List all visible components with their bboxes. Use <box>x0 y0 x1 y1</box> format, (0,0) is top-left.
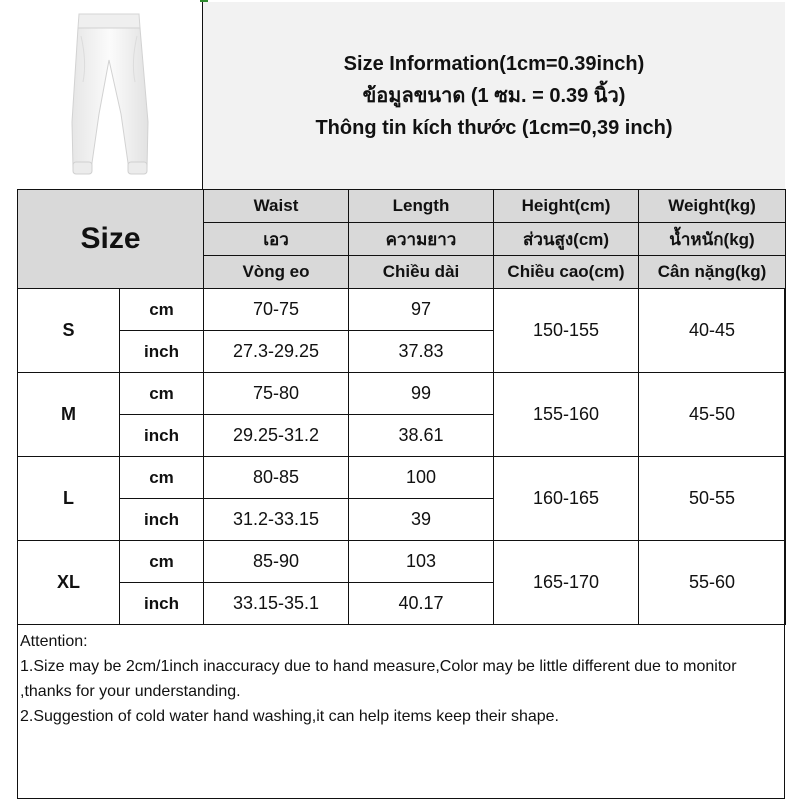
waist-cm-s: 70-75 <box>204 289 349 331</box>
waist-cm-m: 75-80 <box>204 373 349 415</box>
col-header-weight-th: น้ำหนัก(kg) <box>639 223 786 256</box>
attention-notes <box>20 629 780 729</box>
unit-cm: cm <box>120 457 204 499</box>
col-header-height-th: ส่วนสูง(cm) <box>494 223 639 256</box>
size-label-s: S <box>18 289 120 373</box>
length-inch-s: 37.83 <box>349 331 494 373</box>
waist-cm-l: 80-85 <box>204 457 349 499</box>
size-label-xl: XL <box>18 541 120 625</box>
waist-inch-xl: 33.15-35.1 <box>204 583 349 625</box>
length-cm-l: 100 <box>349 457 494 499</box>
attention-heading: Attention: <box>20 633 88 650</box>
size-label-m: M <box>18 373 120 457</box>
attention-note-2: 2.Suggestion of cold water hand washing,it can help items keep their shape. <box>20 708 559 725</box>
size-table <box>17 189 786 625</box>
unit-inch: inch <box>120 415 204 457</box>
white-jogger-pants-icon <box>17 2 203 189</box>
weight-xl: 55-60 <box>639 541 786 625</box>
size-label-l: L <box>18 457 120 541</box>
size-info-title-block <box>203 2 785 189</box>
col-header-length-vi: Chiều dài <box>349 256 494 289</box>
title-thai: ข้อมูลขนาด (1 ซม. = 0.39 นิ้ว) <box>362 84 626 107</box>
unit-cm: cm <box>120 541 204 583</box>
title-english: Size Information(1cm=0.39inch) <box>343 52 645 75</box>
waist-inch-l: 31.2-33.15 <box>204 499 349 541</box>
waist-cm-xl: 85-90 <box>204 541 349 583</box>
attention-note-1: 1.Size may be 2cm/1inch inaccuracy due to hand measure,Color may be little different due to monitor ,thanks for your understanding. <box>20 658 737 700</box>
weight-s: 40-45 <box>639 289 786 373</box>
weight-m: 45-50 <box>639 373 786 457</box>
length-inch-l: 39 <box>349 499 494 541</box>
unit-inch: inch <box>120 583 204 625</box>
col-header-waist-vi: Vòng eo <box>204 256 349 289</box>
height-m: 155-160 <box>494 373 639 457</box>
col-header-waist-en: Waist <box>204 190 349 223</box>
height-s: 150-155 <box>494 289 639 373</box>
col-header-length-th: ความยาว <box>349 223 494 256</box>
length-cm-xl: 103 <box>349 541 494 583</box>
height-l: 160-165 <box>494 457 639 541</box>
waist-inch-m: 29.25-31.2 <box>204 415 349 457</box>
length-cm-s: 97 <box>349 289 494 331</box>
height-xl: 165-170 <box>494 541 639 625</box>
col-header-height-vi: Chiều cao(cm) <box>494 256 639 289</box>
unit-cm: cm <box>120 373 204 415</box>
col-header-height-en: Height(cm) <box>494 190 639 223</box>
col-header-length-en: Length <box>349 190 494 223</box>
col-header-weight-en: Weight(kg) <box>639 190 786 223</box>
unit-cm: cm <box>120 289 204 331</box>
title-vietnamese: Thông tin kích thước (1cm=0,39 inch) <box>315 116 673 139</box>
length-inch-m: 38.61 <box>349 415 494 457</box>
size-header: Size <box>18 190 204 289</box>
col-header-waist-th: เอว <box>204 223 349 256</box>
waist-inch-s: 27.3-29.25 <box>204 331 349 373</box>
length-cm-m: 99 <box>349 373 494 415</box>
unit-inch: inch <box>120 499 204 541</box>
length-inch-xl: 40.17 <box>349 583 494 625</box>
col-header-weight-vi: Cân nặng(kg) <box>639 256 786 289</box>
unit-inch: inch <box>120 331 204 373</box>
product-image <box>17 2 203 189</box>
weight-l: 50-55 <box>639 457 786 541</box>
